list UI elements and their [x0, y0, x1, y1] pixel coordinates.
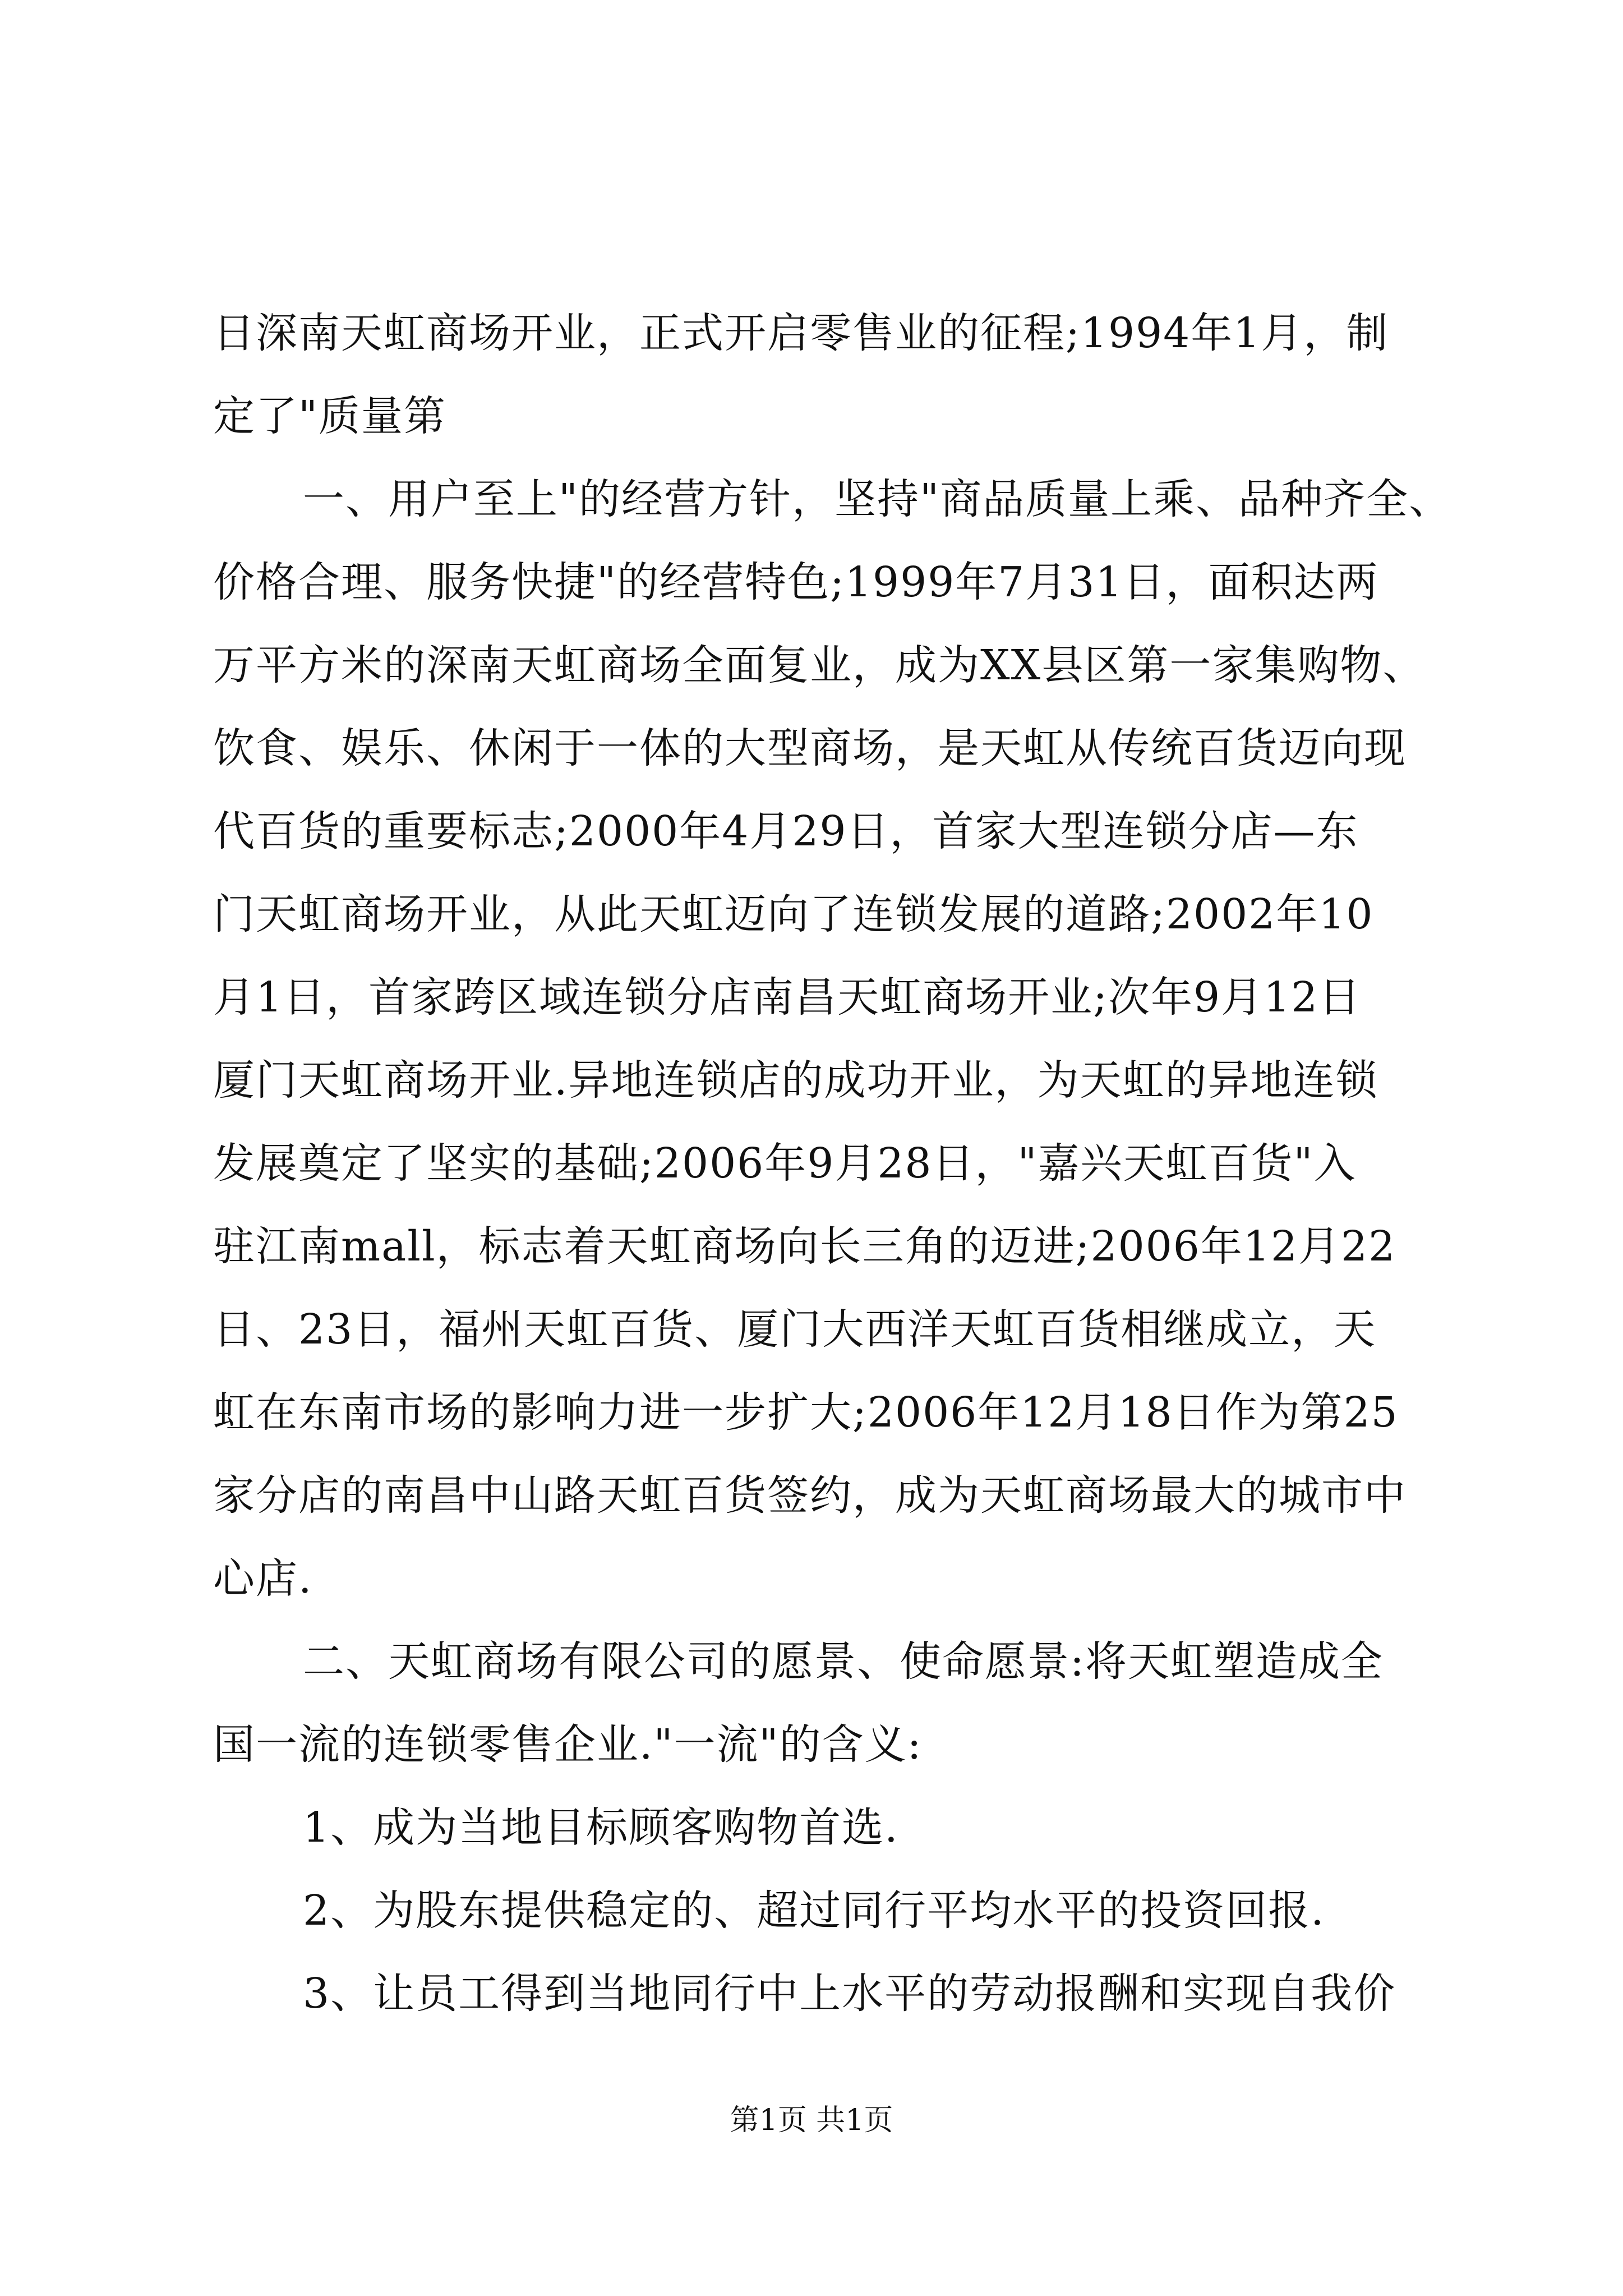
text-line: 门天虹商场开业，从此天虹迈向了连锁发展的道路;2002年10 — [213, 890, 1374, 938]
text-line: 定了"质量第 — [213, 392, 447, 440]
list-item: 2、为股东提供稳定的、超过同行平均水平的投资回报. — [303, 1887, 1325, 1935]
text-line: 心店. — [213, 1554, 313, 1603]
list-item: 1、成为当地目标顾客购物首选. — [303, 1803, 899, 1852]
text-line: 饮食、娱乐、休闲于一体的大型商场，是天虹从传统百货迈向现 — [213, 724, 1407, 772]
list-item: 3、让员工得到当地同行中上水平的劳动报酬和实现自我价 — [303, 1970, 1396, 2018]
page-number-footer: 第1页 共1页 — [730, 2104, 893, 2137]
text-line: 国一流的连锁零售企业."一流"的含义: — [213, 1720, 923, 1769]
text-line: 日、23日，福州天虹百货、厦门大西洋天虹百货相继成立，天 — [213, 1305, 1377, 1354]
text-line: 家分店的南昌中山路天虹百货签约，成为天虹商场最大的城市中 — [213, 1471, 1407, 1520]
text-line: 日深南天虹商场开业，正式开启零售业的征程;1994年1月，制 — [213, 309, 1389, 357]
text-line: 一、用户至上"的经营方针，坚持"商品质量上乘、品种齐全、 — [303, 475, 1452, 523]
text-line: 价格合理、服务快捷"的经营特色;1999年7月31日，面积达两 — [213, 558, 1379, 606]
text-line: 代百货的重要标志;2000年4月29日，首家大型连锁分店—东 — [213, 807, 1359, 855]
text-line: 二、天虹商场有限公司的愿景、使命愿景:将天虹塑造成全 — [303, 1637, 1384, 1686]
text-line: 驻江南mall，标志着天虹商场向长三角的迈进;2006年12月22 — [213, 1222, 1396, 1271]
text-line: 万平方米的深南天虹商场全面复业，成为XX县区第一家集购物、 — [213, 641, 1426, 689]
text-line: 发展奠定了坚实的基础;2006年9月28日，"嘉兴天虹百货"入 — [213, 1139, 1357, 1188]
body-text — [213, 292, 1452, 2035]
text-line: 虹在东南市场的影响力进一步扩大;2006年12月18日作为第25 — [213, 1388, 1399, 1437]
text-line: 月1日，首家跨区域连锁分店南昌天虹商场开业;次年9月12日 — [213, 973, 1362, 1022]
text-line: 厦门天虹商场开业.异地连锁店的成功开业，为天虹的异地连锁 — [213, 1056, 1378, 1105]
